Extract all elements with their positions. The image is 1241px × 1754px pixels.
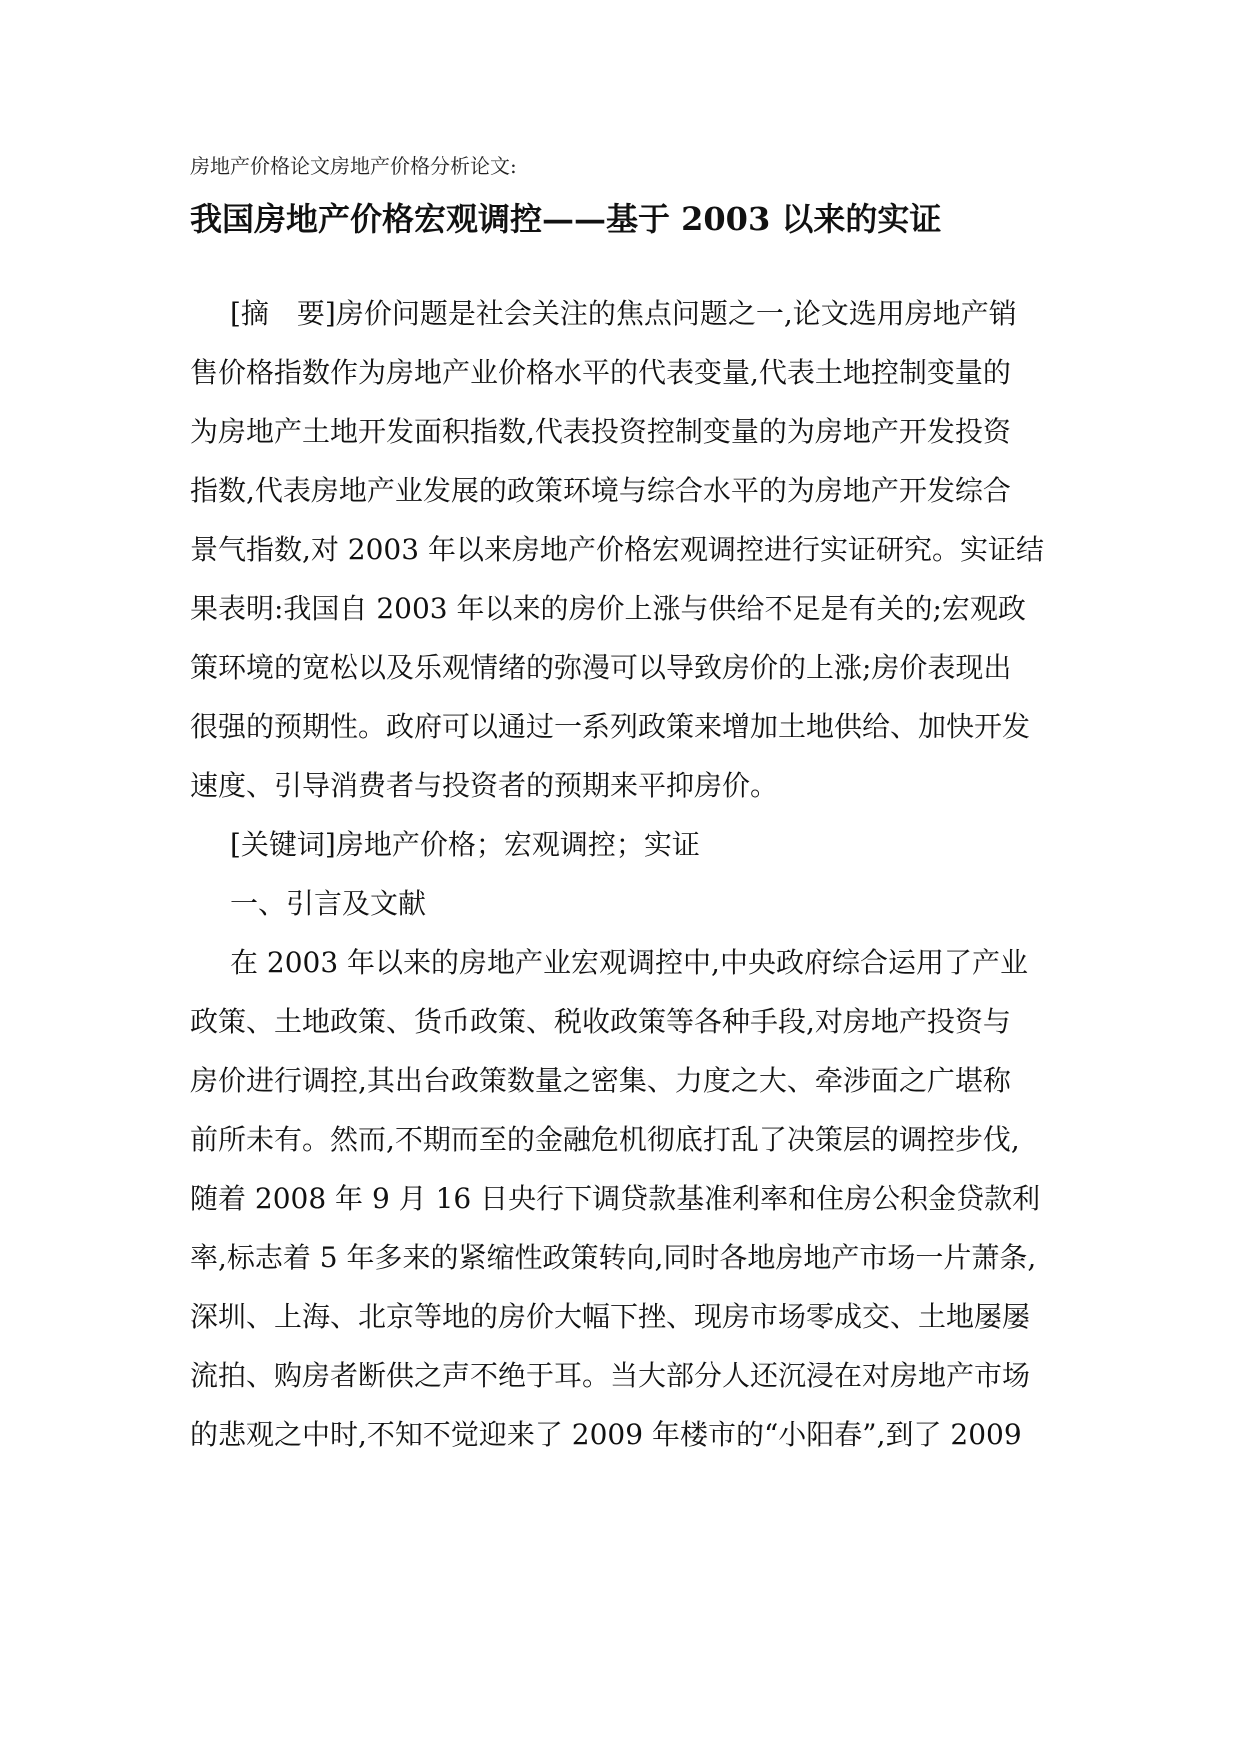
body-line: 政策、土地政策、货币政策、税收政策等各种手段,对房地产投资与 [190,1005,1011,1038]
body-line: 的悲观之中时,不知不觉迎来了 2009 年楼市的“小阳春”,到了 2009 [190,1418,1022,1451]
abstract-line: 果表明:我国自 2003 年以来的房价上涨与供给不足是有关的;宏观政 [190,592,1026,625]
body-line: 在 2003 年以来的房地产业宏观调控中,中央政府综合运用了产业 [230,946,1028,979]
body-line: 深圳、上海、北京等地的房价大幅下挫、现房市场零成交、土地屡屡 [190,1300,1031,1333]
abstract-line: 为房地产土地开发面积指数,代表投资控制变量的为房地产开发投资 [190,415,1011,448]
body-line: 随着 2008 年 9 月 16 日央行下调贷款基准利率和住房公积金贷款利 [190,1182,1041,1215]
abstract-line: 速度、引导消费者与投资者的预期来平抑房价。 [190,769,779,802]
abstract-line: 景气指数,对 2003 年以来房地产价格宏观调控进行实证研究。实证结 [190,533,1044,566]
document-subtitle: 房地产价格论文房地产价格分析论文: [190,154,517,178]
abstract-line: 很强的预期性。政府可以通过一系列政策来增加土地供给、加快开发 [190,710,1031,743]
body-line: 前所未有。然而,不期而至的金融危机彻底打乱了决策层的调控步伐, [190,1123,1020,1156]
body-line: 率,标志着 5 年多来的紧缩性政策转向,同时各地房地产市场一片萧条, [190,1241,1037,1274]
body-line: 房价进行调控,其出台政策数量之密集、力度之大、牵涉面之广堪称 [190,1064,1011,1097]
body-line: 流拍、购房者断供之声不绝于耳。当大部分人还沉浸在对房地产市场 [190,1359,1031,1392]
abstract-line: 指数,代表房地产业发展的政策环境与综合水平的为房地产开发综合 [190,474,1011,507]
abstract-line: 售价格指数作为房地产业价格水平的代表变量,代表土地控制变量的 [190,356,1011,389]
document-title: 我国房地产价格宏观调控——基于 2003 以来的实证 [190,200,942,238]
abstract-line: [摘 要]房价问题是社会关注的焦点问题之一,论文选用房地产销 [230,297,1017,330]
keywords-line: [关键词]房地产价格；宏观调控；实证 [230,828,700,861]
section-heading: 一、引言及文献 [230,887,427,920]
abstract-line: 策环境的宽松以及乐观情绪的弥漫可以导致房价的上涨;房价表现出 [190,651,1012,684]
